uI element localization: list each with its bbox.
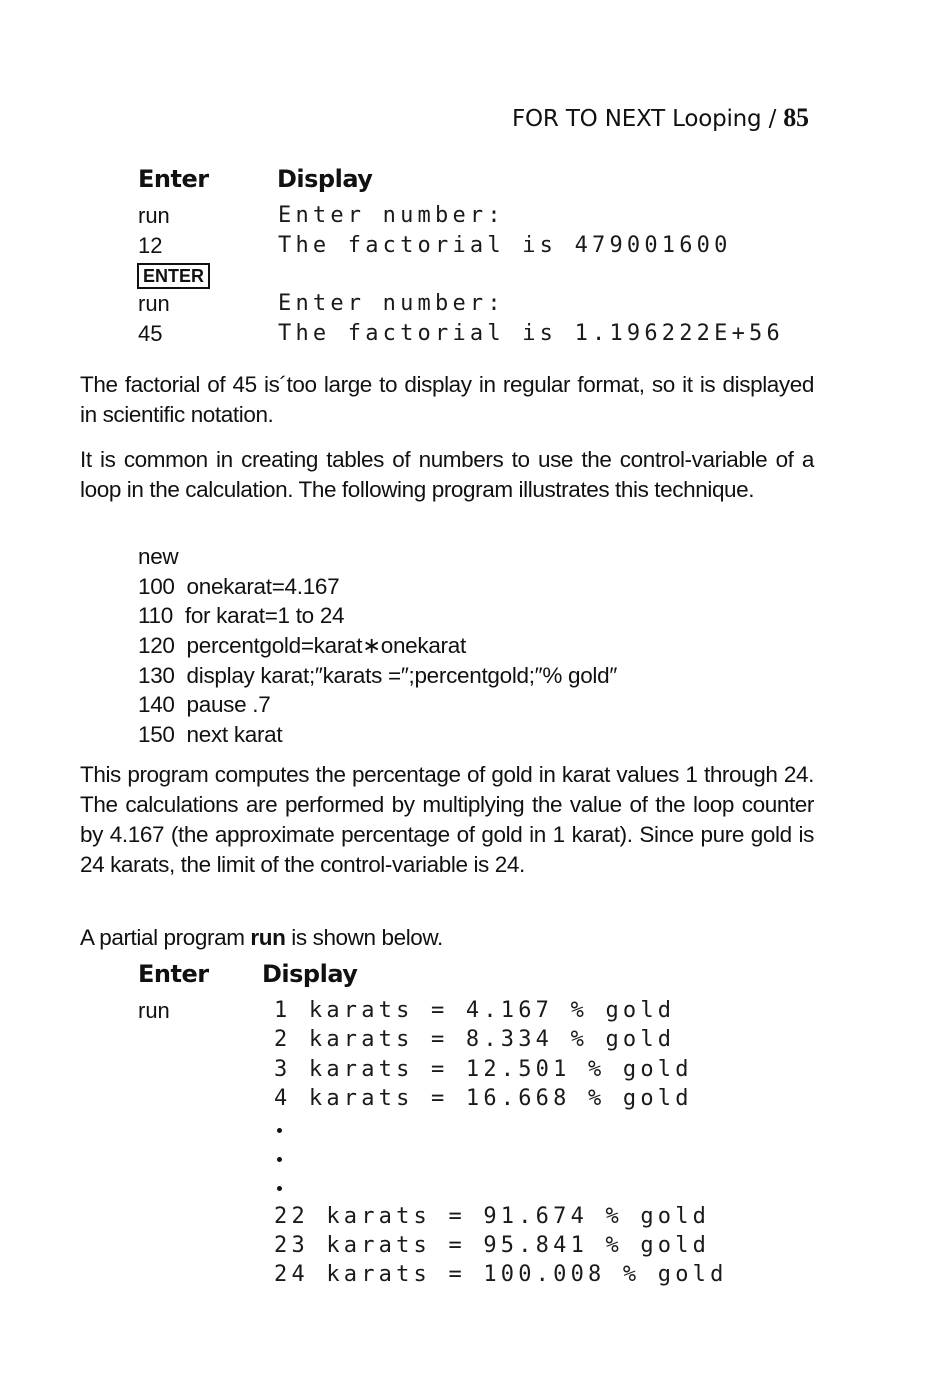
table1-display-1: Enter number: [278,203,505,228]
ellipsis-dot-icon [277,1186,282,1191]
partial-run-text-after: is shown below. [285,925,443,950]
code-line: 110 for karat=1 to 24 [138,603,345,628]
code-line: 150 next karat [138,722,283,747]
output-line: 4 karats = 16.668 % gold [274,1086,693,1111]
table1-display-3: Enter number: [278,291,505,316]
table1-enter-run-2: run [138,291,170,316]
table1-display-heading: Display [277,165,373,193]
output-line: 2 karats = 8.334 % gold [274,1027,676,1052]
ellipsis-dot-icon [277,1128,282,1133]
code-line: 140 pause .7 [138,692,271,717]
table1-enter-run-1: run [138,203,170,228]
table1-enter-45: 45 [138,321,163,346]
paragraph-program-explanation: This program computes the percentage of gold in karat values 1 through 24. The calculations are performed by multiplying the value of the loop counter by 4.167 (the approximate percentage of gold in 1 karat). Since pure gold is 24 karats, the limit of the control-variable is 24. [80,762,814,877]
code-line: new [138,544,179,569]
table1-display-4: The factorial is 1.196222E+56 [278,321,784,346]
output-line: 24 karats = 100.008 % gold [274,1262,728,1287]
table1-display-2: The factorial is 479001600 [278,233,732,258]
running-header [512,103,809,133]
code-line: 130 display karat;″karats =″;percentgold;″% gold″ [138,663,618,688]
paragraph-partial-run [80,923,814,953]
paragraph-factorial-note: The factorial of 45 is´too large to display in regular format, so it is displayed in scientific notation. [80,372,814,427]
output-line: 23 karats = 95.841 % gold [274,1233,711,1258]
table2-display-heading: Display [262,960,358,988]
paragraph-control-variable: It is common in creating tables of numbers to use the control-variable of a loop in the calculation. The following program illustrates this technique. [80,447,814,502]
table1-enter-12: 12 [138,233,163,258]
running-title: FOR TO NEXT Looping / [512,106,777,132]
page-number: 85 [783,103,809,132]
output-line: 3 karats = 12.501 % gold [274,1057,693,1082]
ellipsis-dot-icon [277,1157,282,1162]
output-line: 22 karats = 91.674 % gold [274,1204,711,1229]
partial-run-bold: run [250,925,286,950]
enter-key-icon: ENTER [137,263,210,289]
partial-run-text-before: A partial program [80,925,251,950]
table2-enter-run: run [138,998,170,1023]
code-line: 120 percentgold=karat∗onekarat [138,633,466,658]
table1-enter-heading: Enter [138,165,209,193]
code-line: 100 onekarat=4.167 [138,574,340,599]
output-line: 1 karats = 4.167 % gold [274,998,676,1023]
table2-enter-heading: Enter [138,960,209,988]
